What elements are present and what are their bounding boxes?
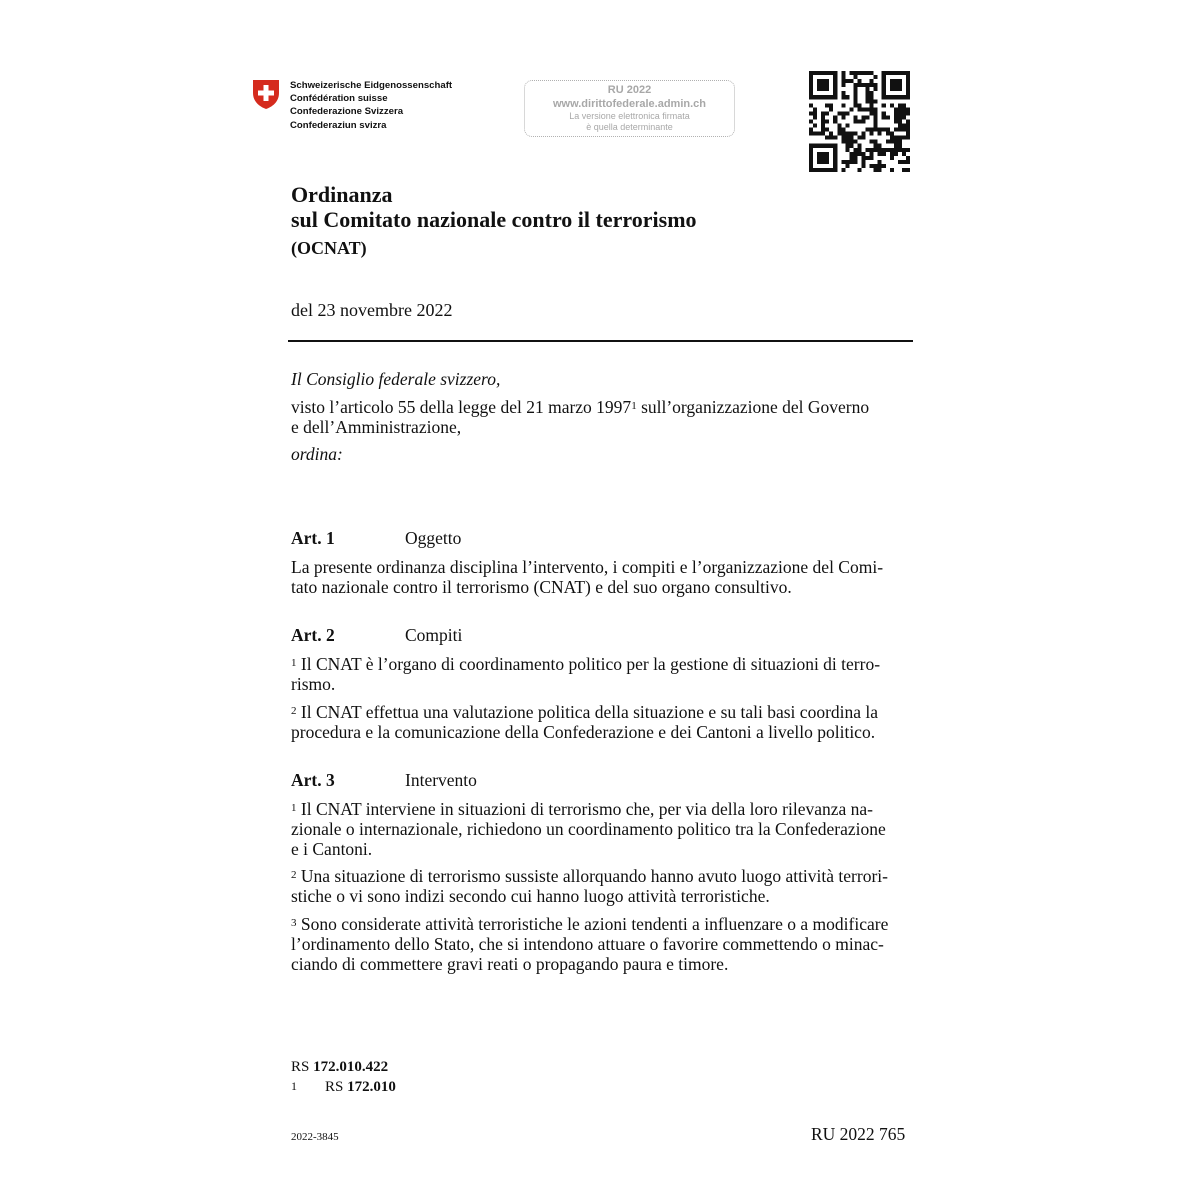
footnote-prefix: RS — [325, 1079, 344, 1095]
article-2-heading — [291, 625, 462, 646]
preamble-legal-basis — [291, 397, 911, 437]
electronic-signature-stamp — [524, 80, 735, 137]
article-number: Art. 2 — [291, 625, 335, 645]
paragraph-number: 2 — [291, 705, 297, 717]
article-1-heading — [291, 528, 461, 549]
article-3-paragraph-3 — [291, 914, 911, 974]
preamble-basis-b: sull’organizzazione del Governo — [636, 397, 870, 417]
article-number: Art. 1 — [291, 528, 335, 548]
qr-code-icon — [809, 71, 910, 172]
text-line: procedura e la comunicazione della Confederazione e dei Cantoni a livello politico. — [291, 722, 876, 742]
rs-prefix: RS — [291, 1059, 310, 1075]
title-line-2: sul Comitato nazionale contro il terrorismo — [291, 207, 697, 232]
article-3-heading — [291, 770, 477, 791]
article-2-paragraph-1 — [291, 654, 911, 694]
title-abbreviation: (OCNAT) — [291, 238, 367, 258]
preamble-basis-line-2: e dell’Amministrazione, — [291, 417, 462, 437]
swiss-coat-of-arms-icon — [252, 79, 280, 110]
article-1-body — [291, 557, 911, 597]
confederation-name-fr: Confédération suisse — [290, 93, 388, 105]
ordinance-date: del 23 novembre 2022 — [291, 300, 453, 320]
confederation-names — [290, 79, 452, 132]
rs-classification — [291, 1059, 388, 1076]
confederation-name-it: Confederazione Svizzera — [290, 106, 404, 118]
rs-number: 172.010.422 — [313, 1059, 389, 1075]
footnote-ref-1: 1 — [631, 400, 637, 412]
document-number: 2022-3845 — [291, 1131, 339, 1143]
ru-reference: RU 2022 765 — [811, 1124, 906, 1144]
stamp-note-2: è quella determinante — [586, 122, 673, 132]
article-title: Oggetto — [405, 528, 462, 548]
paragraph-number: 3 — [291, 917, 297, 929]
preamble-basis-a: visto l’articolo 55 della legge del 21 marzo 1997 — [291, 397, 632, 417]
text-line: Sono considerate attività terroristiche le azioni tendenti a influenzare o a modificare — [300, 914, 889, 934]
confederation-name-de: Schweizerische Eidgenossenschaft — [290, 80, 453, 91]
preamble-decree: ordina: — [291, 444, 343, 464]
paragraph-number: 1 — [291, 802, 297, 814]
paragraph-number: 2 — [291, 869, 297, 881]
footnote-number: 1 — [291, 1079, 297, 1093]
stamp-url: www.dirittofederale.admin.ch — [552, 98, 706, 110]
text-line: l’ordinamento dello Stato, che si intendono attuare o favorire commettendo o minac- — [291, 934, 884, 954]
text-line: stiche o vi sono indizi secondo cui hanno luogo attività terroristiche. — [291, 886, 770, 906]
text-line: zionale o internazionale, richiedono un coordinamento politico tra la Confederazione — [291, 819, 886, 839]
stamp-note-1: La versione elettronica firmata — [569, 111, 690, 121]
text-line: tato nazionale contro il terrorismo (CNAT) e del suo organo consultivo. — [291, 577, 792, 597]
article-title: Compiti — [405, 625, 463, 645]
text-line: Il CNAT effettua una valutazione politica della situazione e su tali basi coordina la — [300, 702, 879, 722]
title-divider — [288, 340, 913, 342]
stamp-ru: RU 2022 — [607, 84, 652, 96]
text-line: ciando di commettere gravi reati o propagando paura e timore. — [291, 954, 729, 974]
article-title: Intervento — [405, 770, 477, 790]
paragraph-number: 1 — [291, 657, 297, 669]
page-title — [291, 182, 697, 232]
text-line: Il CNAT è l’organo di coordinamento politico per la gestione di situazioni di terro- — [300, 654, 881, 674]
text-line: rismo. — [291, 674, 336, 694]
confederation-name-rm: Confederaziun svizra — [290, 119, 387, 131]
text-line: Il CNAT interviene in situazioni di terrorismo che, per via della loro rilevanza na- — [300, 799, 874, 819]
footnote-1 — [291, 1079, 396, 1096]
text-line: La presente ordinanza disciplina l’intervento, i compiti e l’organizzazione del Comi- — [291, 557, 884, 577]
article-2-paragraph-2 — [291, 702, 911, 742]
article-3-paragraph-1 — [291, 799, 911, 859]
preamble-authority: Il Consiglio federale svizzero, — [291, 369, 501, 389]
title-line-1: Ordinanza — [291, 182, 393, 207]
footnote-rs-number: 172.010 — [347, 1079, 396, 1095]
article-number: Art. 3 — [291, 770, 335, 790]
article-3-paragraph-2 — [291, 866, 911, 906]
text-line: Una situazione di terrorismo sussiste allorquando hanno avuto luogo attività terrori- — [300, 866, 888, 886]
text-line: e i Cantoni. — [291, 839, 373, 859]
